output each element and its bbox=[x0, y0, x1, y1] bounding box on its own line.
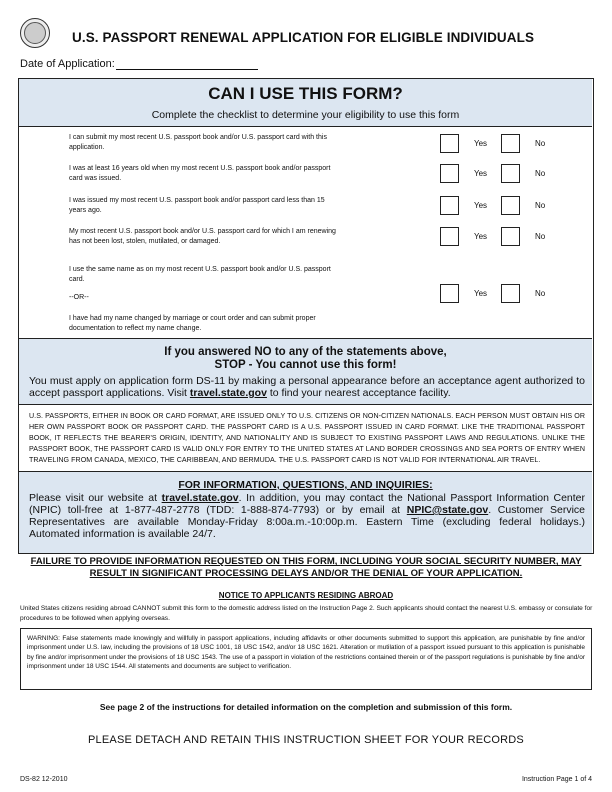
no-checkbox[interactable] bbox=[501, 284, 520, 303]
date-of-application-row bbox=[20, 58, 258, 70]
no-label: No bbox=[535, 232, 546, 241]
yes-label: Yes bbox=[474, 139, 488, 148]
info-text-3: . Customer Service Representatives are available Monday-Friday 8:00a.m.-10:00p.m. Eastern Time (excluding federal holidays.) Automated information is available 24/7. bbox=[29, 504, 585, 540]
page-title: U.S. PASSPORT RENEWAL APPLICATION FOR ELIGIBLE INDIVIDUALS bbox=[72, 30, 535, 45]
travel-state-gov-link[interactable]: travel.state.gov bbox=[189, 387, 267, 399]
no-checkbox[interactable] bbox=[501, 164, 520, 183]
question-text: I can submit my most recent U.S. passport book and/or U.S. passport card with this application. bbox=[69, 134, 327, 151]
detach-notice: PLEASE DETACH AND RETAIN THIS INSTRUCTION SHEET FOR YOUR RECORDS bbox=[88, 734, 524, 746]
stop-instructions bbox=[29, 375, 585, 399]
eligibility-header bbox=[19, 79, 592, 127]
travel-state-gov-link[interactable]: travel.state.gov bbox=[161, 492, 239, 504]
abroad-text: United States citizens residing abroad CANNOT submit this form to the domestic address listed on the Instruction Page 2. Such applicants should contact the nearest U.S. embassy or consulate for procedures to be followed when applying overseas. bbox=[20, 605, 593, 622]
no-checkbox[interactable] bbox=[501, 196, 520, 215]
warning-box bbox=[20, 628, 592, 690]
question-text: I was at least 16 years old when my most recent U.S. passport book and/or passport card was issued. bbox=[69, 165, 331, 182]
form-id: DS-82 12-2010 bbox=[20, 776, 68, 783]
stop-section bbox=[19, 339, 592, 405]
question-alt-text: I have had my name changed by marriage or court order and can submit proper documentation to reflect my name change. bbox=[69, 315, 316, 332]
eligibility-checklist bbox=[19, 127, 592, 339]
abroad-heading: NOTICE TO APPLICANTS RESIDING ABROAD bbox=[218, 591, 394, 600]
failure-notice: FAILURE TO PROVIDE INFORMATION REQUESTED ON THIS FORM, INCLUDING YOUR SOCIAL SECURITY NUMBER, MAY RESULT IN SIGNIFICANT PROCESSING DELAYS AND/OR THE DENIAL OF YOUR APPLICATION. bbox=[30, 556, 582, 579]
information-heading: FOR INFORMATION, QUESTIONS, AND INQUIRIES: bbox=[178, 479, 433, 491]
no-label: No bbox=[535, 139, 546, 148]
stop-text: You must apply on application form DS-11 by making a personal appearance before an acceptance agent authorized to accept passport applications. Visit bbox=[29, 375, 585, 399]
stop-heading-line1: If you answered NO to any of the statements above, bbox=[164, 346, 447, 358]
see-page-note: See page 2 of the instructions for detailed information on the completion and submission of this form. bbox=[99, 702, 513, 712]
information-section bbox=[19, 472, 592, 553]
info-text-2: . In addition, you may contact the National Passport Information Center (NPIC) toll-free at 1-877-487-2778 (TDD: 1-888-874-7793) or by email at bbox=[29, 492, 586, 516]
info-text-1: Please visit our website at bbox=[29, 492, 162, 504]
date-label: Date of Application: bbox=[20, 58, 115, 70]
stop-text-end: to find your nearest acceptance facility. bbox=[266, 387, 451, 399]
yes-checkbox[interactable] bbox=[440, 196, 459, 215]
no-label: No bbox=[535, 289, 546, 298]
warning-text: WARNING: False statements made knowingly and willfully in passport applications, including affidavits or other documents submitted to support this application, are punishable by fine and/or imprisonment under U.S. law, including the provisions of 18 USC 1001, 18 USC 1542, and/or 18 USC 1621. Alteration or mutilation of a passport issued pursuant to this application is punishable by fine and/or imprisonment under the provisions of 18 USC 1543. The use of a passport in violation of the restrictions contained therein or of the passport regulations is punishable by fine and/or imprisonment under 18 USC 1544. All statements and documents are subject to verification. bbox=[27, 635, 585, 670]
yes-label: Yes bbox=[474, 201, 488, 210]
stop-heading-line2: STOP - You cannot use this form! bbox=[214, 359, 397, 371]
department-of-state-seal-icon bbox=[20, 18, 50, 48]
yes-label: Yes bbox=[474, 289, 488, 298]
date-of-application-field[interactable] bbox=[116, 59, 258, 70]
npic-email-link[interactable]: NPIC@state.gov bbox=[406, 504, 489, 516]
question-text: My most recent U.S. passport book and/or U.S. passport card for which I am renewing has not been lost, stolen, mutilated, or damaged. bbox=[69, 228, 336, 245]
passport-card-notice-text: U.S. PASSPORTS, EITHER IN BOOK OR CARD FORMAT, ARE ISSUED ONLY TO U.S. CITIZENS OR NON-CITIZEN NATIONALS. EACH PERSON MUST OBTAIN HIS OR HER OWN PASSPORT BOOK OR PASSPORT CARD. THE PASSPORT CARD IS A U.S. PASSPORT ISSUED IN CARD FORMAT. LIKE THE TRADITIONAL PASSPORT BOOK, IT REFLECTS THE BEARER'S ORIGIN, IDENTITY, AND NATIONALITY AND IS SUBJECT TO EXISTING PASSPORT LAWS AND REGULATIONS. UNLIKE THE PASSPORT BOOK, THE PASSPORT CARD IS VALID ONLY FOR ENTRY TO THE UNITED STATES AT LAND BORDER CROSSINGS AND SEA PORTS OF ENTRY WHEN TRAVELING FROM CANADA, MEXICO, THE CARIBBEAN, AND BERMUDA. THE U.S. PASSPORT CARD IS NOT VALID FOR INTERNATIONAL AIR TRAVEL. bbox=[29, 412, 585, 464]
information-text bbox=[29, 492, 585, 540]
no-checkbox[interactable] bbox=[501, 134, 520, 153]
page-number: Instruction Page 1 of 4 bbox=[521, 776, 592, 783]
or-separator: --OR-- bbox=[69, 294, 89, 301]
no-checkbox[interactable] bbox=[501, 227, 520, 246]
no-label: No bbox=[535, 201, 546, 210]
yes-label: Yes bbox=[474, 232, 488, 241]
eligibility-box bbox=[18, 78, 594, 554]
eligibility-title: CAN I USE THIS FORM? bbox=[208, 84, 403, 103]
eligibility-subtitle: Complete the checklist to determine your eligibility to use this form bbox=[151, 109, 460, 121]
yes-checkbox[interactable] bbox=[440, 164, 459, 183]
yes-checkbox[interactable] bbox=[440, 134, 459, 153]
yes-checkbox[interactable] bbox=[440, 284, 459, 303]
yes-checkbox[interactable] bbox=[440, 227, 459, 246]
question-text: I use the same name as on my most recent U.S. passport book and/or U.S. passport card. bbox=[69, 266, 331, 283]
yes-label: Yes bbox=[474, 169, 488, 178]
question-text: I was issued my most recent U.S. passport book and/or passport card less than 15 years ago. bbox=[69, 197, 325, 214]
passport-card-notice bbox=[19, 405, 592, 472]
no-label: No bbox=[535, 169, 546, 178]
